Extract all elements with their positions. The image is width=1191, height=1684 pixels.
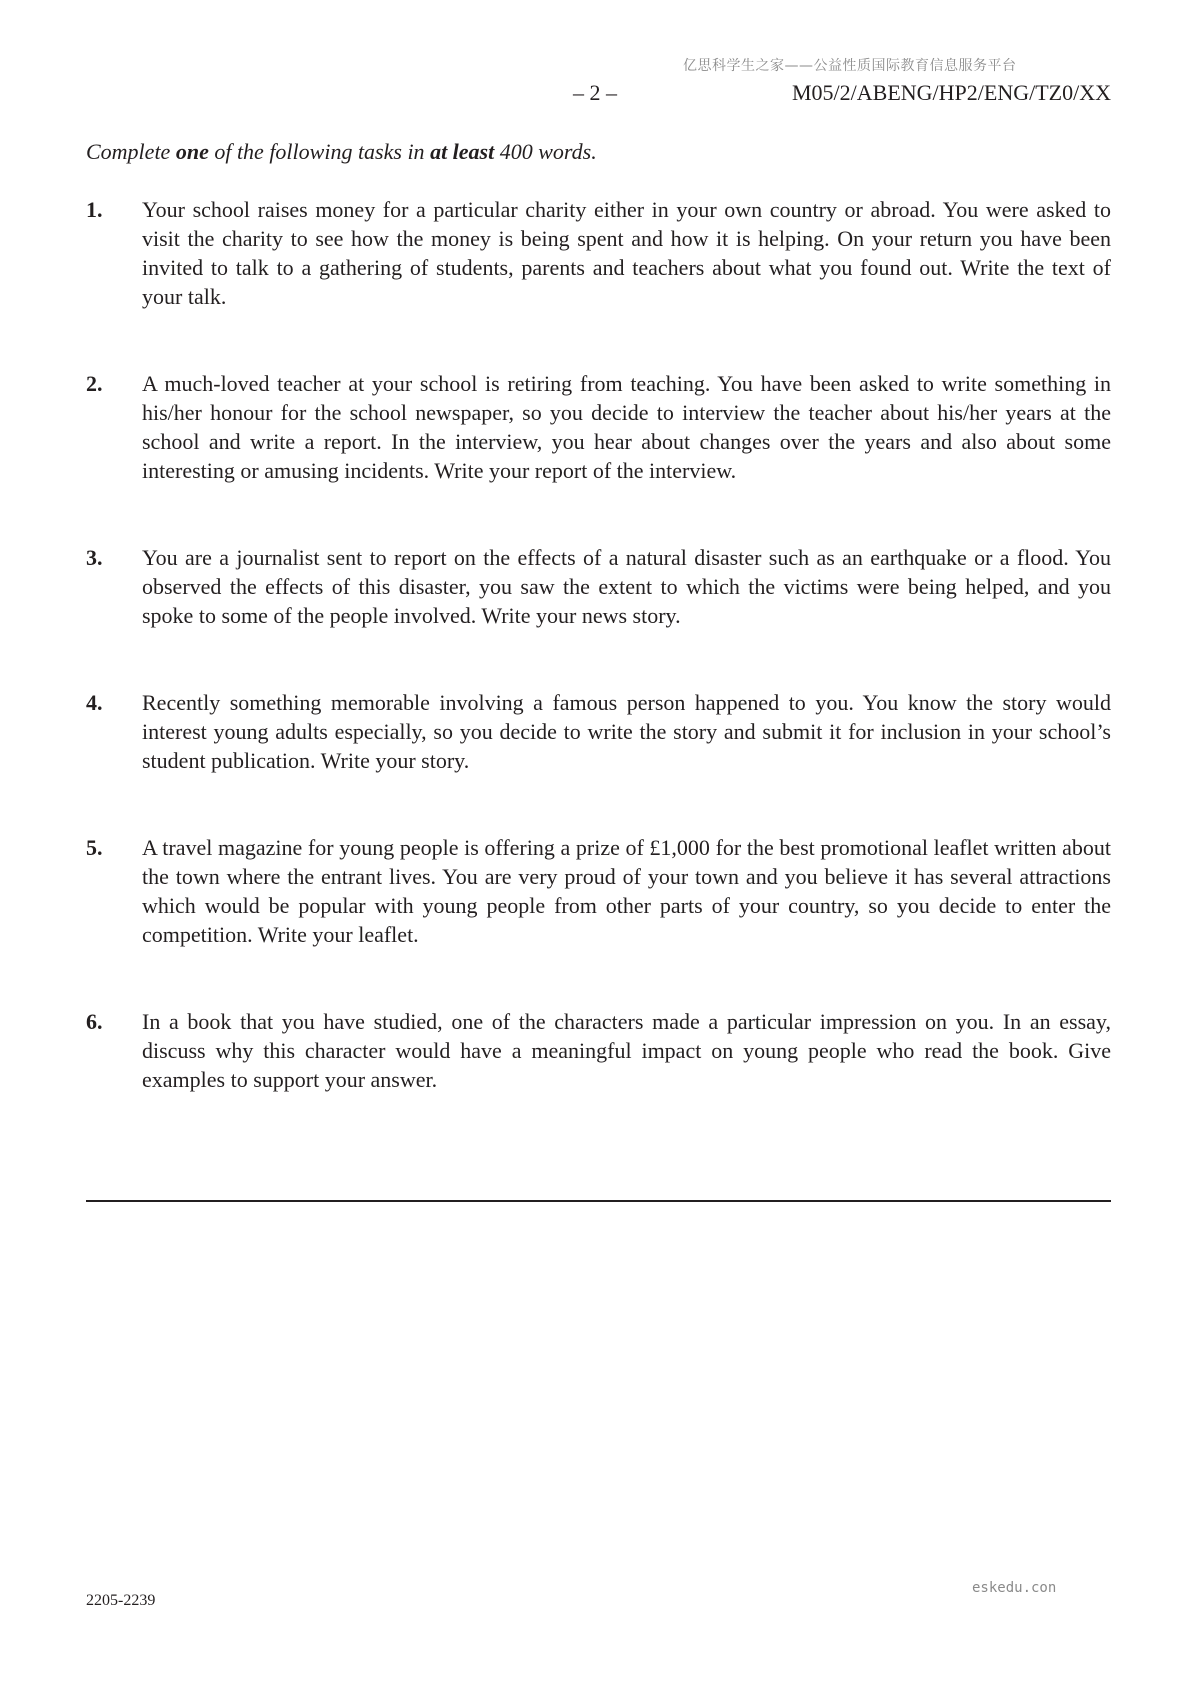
task-number: 3. [86, 545, 103, 570]
task-number: 2. [86, 371, 103, 396]
task-text: Recently something memorable involving a famous person happened to you. You know the story would interest young adults especially, so you decide to write the story and submit it for inclusion in your school’s student publication. Write your story. [142, 690, 1111, 773]
instruction [86, 139, 597, 165]
task-item [86, 195, 1111, 311]
instruction-emphasis-at-least: at least [430, 139, 495, 164]
paper-code: M05/2/ABENG/HP2/ENG/TZ0/XX [792, 80, 1111, 105]
end-of-tasks-rule [86, 1200, 1111, 1202]
task-number: 1. [86, 197, 103, 222]
instruction-part: 400 words. [494, 139, 597, 164]
footer-code: 2205-2239 [86, 1592, 156, 1609]
task-text: Your school raises money for a particular charity either in your own country or abroad. You were asked to visit the charity to see how the money is being spent and how it is helping. On your return you have been invited to talk to a gathering of students, parents and teachers about what you found out. Write the text of your talk. [142, 197, 1111, 309]
task-item [86, 833, 1111, 949]
task-list [86, 195, 1111, 1152]
task-number: 6. [86, 1009, 103, 1034]
task-number: 5. [86, 835, 103, 860]
instruction-part: of the following tasks in [208, 139, 431, 164]
task-text: A travel magazine for young people is offering a prize of £1,000 for the best promotional leaflet written about the town where the entrant lives. You are very proud of your town and you believe it has several attractions which would be popular with young people from other parts of your country, so you decide to enter the competition. Write your leaflet. [142, 835, 1111, 947]
task-text: In a book that you have studied, one of the characters made a particular impression on you. In an essay, discuss why this character would have a meaningful impact on young people who read the book. Give examples to support your answer. [142, 1009, 1111, 1092]
task-text: A much-loved teacher at your school is retiring from teaching. You have been asked to write something in his/her honour for the school newspaper, so you decide to interview the teacher about his/her years at the school and write a report. In the interview, you hear about changes over the years and also about some interesting or amusing incidents. Write your report of the interview. [142, 371, 1111, 483]
task-item [86, 543, 1111, 630]
task-item [86, 688, 1111, 775]
task-number: 4. [86, 690, 103, 715]
watermark-top: 亿思科学生之家——公益性质国际教育信息服务平台 [683, 58, 1017, 74]
watermark-bottom: eskedu.con [972, 1580, 1057, 1596]
task-item [86, 369, 1111, 485]
task-item [86, 1007, 1111, 1094]
page-number: – 2 – [573, 80, 617, 105]
instruction-part: Complete [86, 139, 176, 164]
instruction-emphasis-one: one [175, 139, 209, 164]
task-text: You are a journalist sent to report on the effects of a natural disaster such as an earthquake or a flood. You observed the effects of this disaster, you saw the extent to which the victims were being helped, and you spoke to some of the people involved. Write your news story. [142, 545, 1111, 628]
